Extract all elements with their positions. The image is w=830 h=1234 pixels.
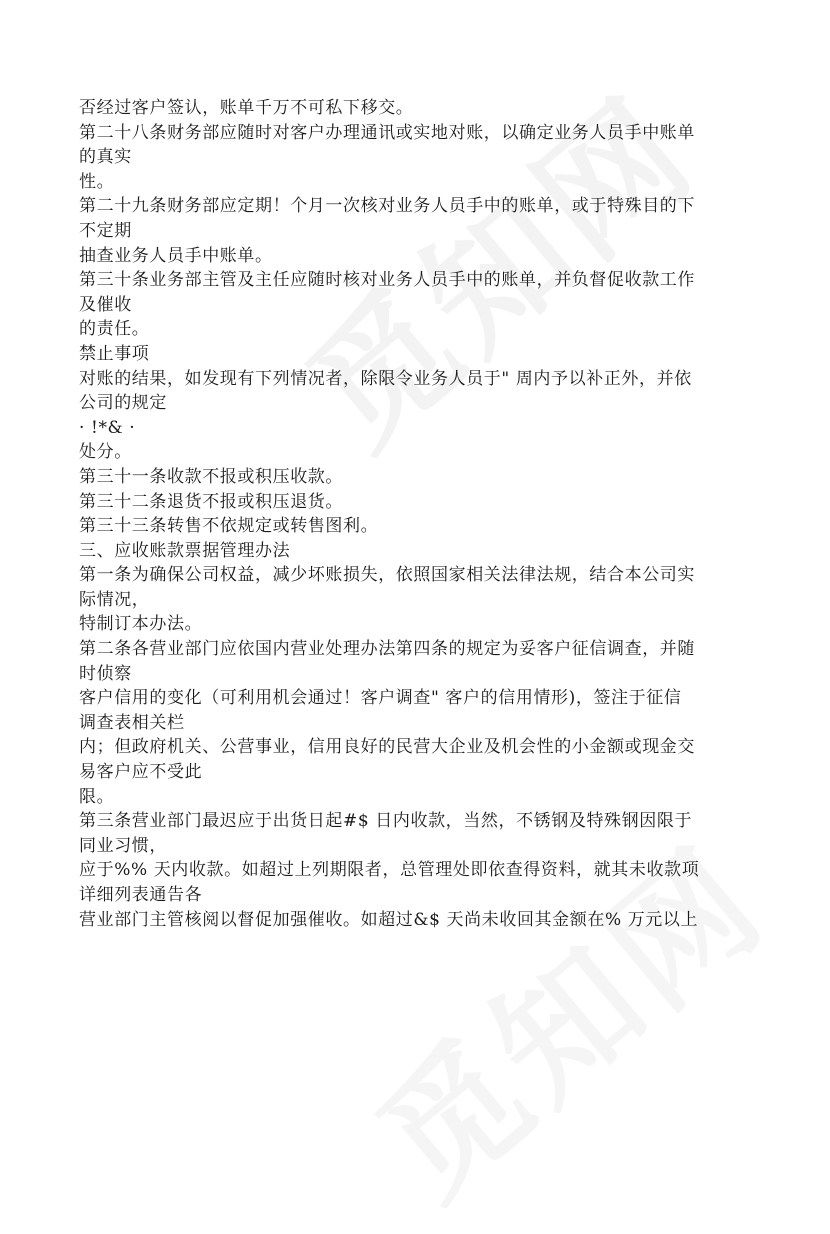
text-line: 客户信用的变化（可利用机会通过！客户调查" 客户的信用情形)，签注于征信 <box>79 688 682 709</box>
text-line: 应于%% 天内收款。如超过上列期限者，总管理处即依查得资料，就其未收款项 <box>79 860 700 881</box>
text-line: 第二十九条财务部应定期！个月一次核对业务人员手中的账单，或于特殊目的下 <box>79 196 695 217</box>
text-line: 第三十三条转售不依规定或转售图利。 <box>79 516 379 537</box>
text-line: 营业部门主管核阅以督促加强催收。如超过&$ 天尚未收回其金额在% 万元以上 <box>79 909 699 930</box>
text-line: 同业习惯， <box>79 835 167 856</box>
text-line: 及催收 <box>79 294 132 315</box>
text-line: 第二条各营业部门应依国内营业处理办法第四条的规定为妥客户征信调查，并随 <box>79 639 695 660</box>
text-line: · !*& · <box>79 417 136 438</box>
text-line: 否经过客户签认，账单千万不可私下移交。 <box>79 98 414 118</box>
text-line: 第三十一条收款不报或积压收款。 <box>79 466 343 487</box>
text-line: 第二十八条财务部应随时对客户办理通讯或实地对账，以确定业务人员手中账单 <box>79 122 695 143</box>
text-line: 第三条营业部门最迟应于出货日起#$ 日内收款，当然，不锈钢及特殊钢因限于 <box>79 811 693 832</box>
text-line: 易客户应不受此 <box>79 762 203 783</box>
text-line: 不定期 <box>79 220 132 241</box>
text-line: 际情况， <box>79 589 150 610</box>
text-line: 详细列表通告各 <box>79 885 203 905</box>
text-line: 的真实 <box>79 147 132 168</box>
text-line: 处分。 <box>79 442 132 463</box>
text-line: 时侦察 <box>79 663 132 684</box>
text-line: 第一条为确保公司权益，减少坏账损失，依照国家相关法律法规，结合本公司实 <box>79 565 695 586</box>
text-line: 调查表相关栏 <box>79 712 185 733</box>
text-line: 性。 <box>79 171 115 192</box>
section-heading: 三、应收账款票据管理办法 <box>79 540 291 561</box>
text-line: 特制订本办法。 <box>79 614 203 635</box>
document-body <box>79 96 759 932</box>
text-line: 公司的规定 <box>79 393 167 414</box>
section-heading: 禁止事项 <box>79 343 150 364</box>
text-line: 限。 <box>79 786 115 807</box>
text-line: 内；但政府机关、公营事业，信用良好的民营大企业及机会性的小金额或现金交 <box>79 737 695 758</box>
text-line: 抽查业务人员手中账单。 <box>79 245 273 266</box>
text-line: 对账的结果，如发现有下列情况者，除限令业务人员于" 周内予以补正外，并依 <box>79 368 692 389</box>
text-line: 的责任。 <box>79 319 150 340</box>
text-line: 第三十二条退货不报或积压退货。 <box>79 491 343 512</box>
text-line: 第三十条业务部主管及主任应随时核对业务人员手中的账单，并负督促收款工作 <box>79 270 695 291</box>
